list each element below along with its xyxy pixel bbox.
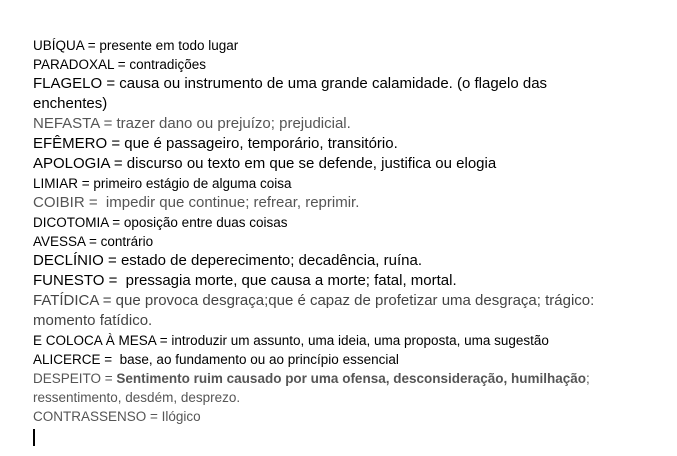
despeito-definition-rest: ; ressentimento, desdém, desprezo. [33,371,594,405]
entry-despeito [33,369,633,407]
despeito-definition-bold: Sentimento ruim causado por uma ofensa, desconsideração, humilhação [116,371,587,386]
text-cursor [33,429,35,446]
entry-limiar: LIMIAR = primeiro estágio de alguma coisa [33,176,292,191]
entry-coloca-mesa: E COLOCA À MESA = introduzir um assunto, uma ideia, uma proposta, uma sugestão [33,333,549,348]
entry-nefasta: NEFASTA = trazer dano ou prejuízo; prejudicial. [33,115,351,132]
entry-dicotomia: DICOTOMIA = oposição entre duas coisas [33,215,288,230]
entry-apologia: APOLOGIA = discurso ou texto em que se defende, justifica ou elogia [33,155,497,172]
entry-fatidica: FATÍDICA = que provoca desgraça;que é capaz de profetizar uma desgraça; trágico: momento fatídico. [33,292,599,329]
entry-avessa: AVESSA = contrário [33,234,154,249]
entry-funesto: FUNESTO = pressagia morte, que causa a morte; fatal, mortal. [33,272,457,289]
entry-paradoxal: PARADOXAL = contradições [33,57,206,72]
despeito-term: DESPEITO = [33,371,117,386]
entry-flagelo: FLAGELO = causa ou instrumento de uma grande calamidade. (o flagelo das enchentes) [33,75,552,112]
document-body[interactable] [33,36,663,446]
entry-contrassenso: CONTRASSENSO = Ilógico [33,409,201,424]
entry-declinio: DECLÍNIO = estado de deperecimento; decadência, ruína. [33,252,422,269]
entry-ubiqua: UBÍQUA = presente em todo lugar [33,38,239,53]
entry-efemero: EFÊMERO = que é passageiro, temporário, transitório. [33,135,398,152]
entry-alicerce: ALICERCE = base, ao fundamento ou ao princípio essencial [33,352,399,367]
entry-coibir: COIBIR = impedir que continue; refrear, reprimir. [33,194,360,211]
